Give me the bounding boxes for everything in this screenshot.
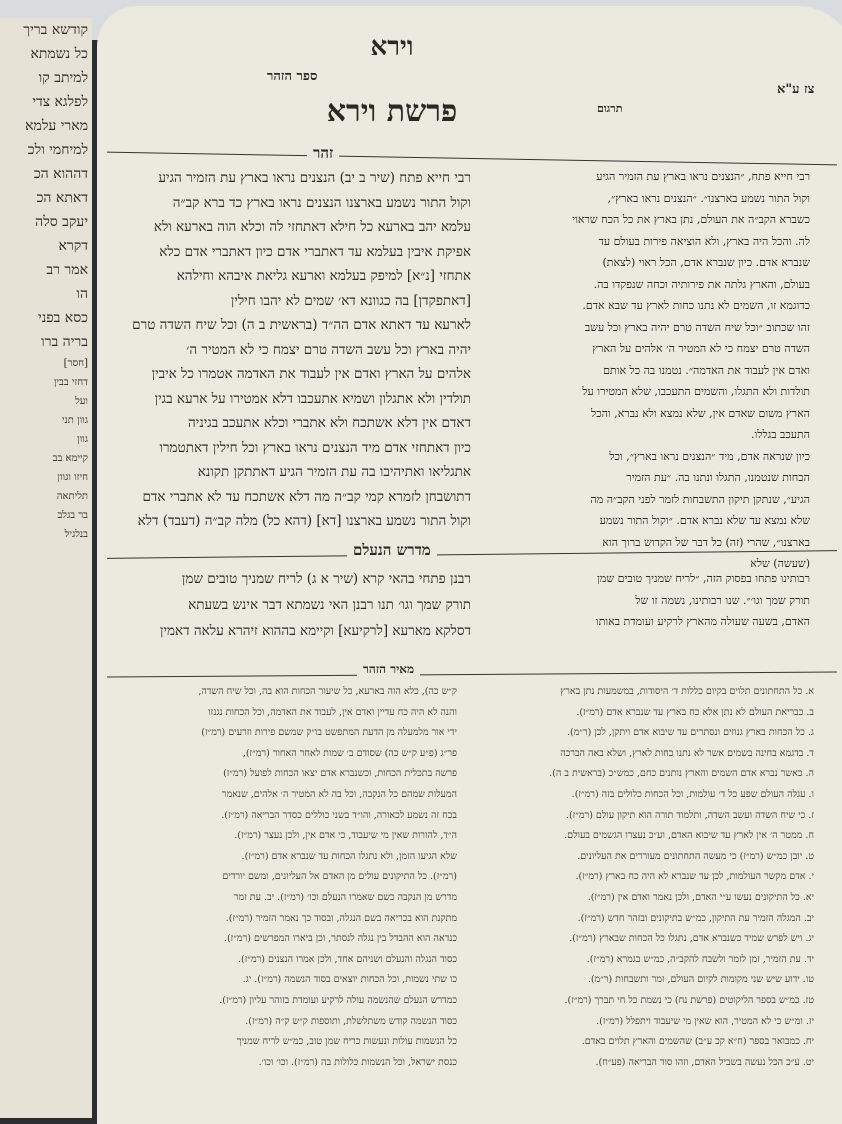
commentary-line: המעלות שמהם כל הנקבה, וכל בה לא המטיר ה׳ אלהים, שנאמר — [221, 788, 457, 800]
text-line: ועל — [75, 396, 88, 407]
text-line: רבי חייא פתח, ״הנצנים נראו בארץ עת הזמיר הגיע — [596, 170, 810, 183]
text-line: בריה ברו — [40, 334, 88, 350]
text-line: הגיע״, שנתקן תיקון התשבחות לזמר לפני הקב״ה מה — [590, 492, 810, 506]
text-line: דאדם אין דלא אשתכח ולא אתברי וכלא אתעכב בגיניה — [188, 415, 471, 431]
commentary-line: ב. כבריאת העולם לא נתן אלא כח בארץ עד שנברא אדם (רמ״ז). — [576, 706, 814, 718]
commentary-line: כסוד הנגלה והנעלם ושניהם אחד, ולכן אמרו הנצנים (רמ״ז). — [238, 953, 457, 965]
text-line: כל נשמתא — [30, 46, 88, 62]
section-midrash: מדרש הנעלם — [347, 541, 437, 560]
commentary-line: כסוד הנשמה קודש משתלשלת, ותוספות ק״ש ק״ה (רמ״ז). — [245, 1015, 457, 1027]
text-line: חיזו וגוון — [57, 472, 88, 483]
translation-column — [485, 166, 810, 575]
text-line: השדה טרם יצמח כי לא המטיר ה׳ אלהים על הארץ — [592, 342, 810, 355]
text-line: לארעא עד דאתא אדם הה״ד (בראשית ב ה) וכל שיח השדה טרם — [132, 317, 471, 333]
section-zohar: זהר — [307, 144, 339, 163]
text-line: ואדם אין לעבוד את האדמה״. נטמנו בה כל אותם — [603, 363, 810, 377]
midrash-text-column — [109, 566, 471, 644]
text-line: [חסר] — [63, 358, 88, 369]
divider — [107, 152, 837, 166]
commentary-line: בכח זה נשמע לכאורה, והו״ד בשני כוללים כסדר הבריאה (רמ״ז). — [221, 809, 457, 821]
commentary-line: כל הנשמות עולות ונעשות כריח שמן טוב, כמ״ש לריח שמניך — [236, 1036, 457, 1048]
text-line: דאתא הכ — [36, 190, 88, 206]
text-line: רבי חייא פתח (שיר ב יב) הנצנים נראו בארץ עת הזמיר הגיע — [158, 170, 471, 186]
text-line: לה. והכל היה בארץ, ולא הוציאה פירות בעולם עד — [598, 234, 810, 248]
text-line: גוון תני — [61, 415, 88, 426]
text-line: קיימא בב — [52, 453, 88, 464]
translation-label: תרגום — [597, 102, 623, 115]
facing-page — [0, 18, 92, 1118]
commentary-line: יד. עת הזמיר, זמן לזמר ולשבח להקב״ה, כמ״ש בגמרא (רמ״ז). — [586, 953, 814, 965]
commentary-line: יא. כל התיקונים נעשו ע״י האדם, ולכן נאמר ואדם אין (רמ״ז). — [587, 891, 814, 903]
commentary-line: יח. כמבואר בספר (ח״א קכ ע״ב) שהשמים והארץ תלוים באדם. — [581, 1036, 814, 1048]
section-commentary: מאיר הזהר — [357, 662, 420, 677]
text-line: דההוא הכ — [33, 166, 88, 182]
text-line: שלא נמצא עד שלא נברא אדם. ״וקול התור נשמע — [599, 514, 810, 527]
text-line: גוון — [77, 434, 88, 445]
text-line: בנלגיל — [64, 529, 88, 540]
commentary-line: כנדאה הוא ההבדל בין נגלה לנסתר, וכן ביארו המפרשים (רמ״ז). — [223, 933, 457, 945]
text-line: כסא בפני — [38, 310, 88, 326]
commentary-line: כנסת ישראל, וכל הנשמות כלולות בה (רמ״ז). וכו׳ וכו׳. — [258, 1056, 457, 1068]
commentary-line: יג. ויש לפרש שמיד כשנברא אדם, נתגלו כל הכחות שבארץ (רמ״ז). — [569, 933, 814, 945]
commentary-line: ז. כי שיח השדה ועשב השדה, ותלמוד תורה הוא תיקון עולם (רמ״ז). — [565, 809, 814, 821]
text-line: מארי עלמא — [25, 118, 88, 134]
text-line: אתחזי [נ״א] למיפק בעלמא וארעא גליאת איבהא וחילהא — [176, 268, 471, 284]
text-line: כשברא הקב״ה את העולם, נתן בארץ את כל הכח שראוי — [572, 213, 810, 226]
commentary-line: והנה לא היה כח עדיין ואדם אין, לעבוד את האדמה, וכל הכחות נגנזו — [208, 706, 457, 718]
commentary-line: ח. ממטר ה׳ אין לארץ עד שיבוא האדם, וע״כ נעצרו הגשמים בעולם. — [564, 830, 814, 842]
commentary-line: מדרש מן הנקבה כשם שאמרו הנעלם וכו׳ (רמ״ז). יב. עת זמר — [233, 891, 457, 903]
text-line: אפיקת איבין בעלמא עד דאתברי אדם כיון דאתברי אדם כלא — [159, 243, 471, 260]
commentary-line: פרשה בתכלית הכחות, וכשנברא אדם יצאו הכחות לפועל (רמ״ז) — [223, 768, 457, 780]
text-line: התעכב בגללו. — [751, 428, 810, 441]
text-line: יהיה בארץ וכל עשב השדה טרם יצמח כי לא המטיר ה׳ — [186, 341, 471, 358]
text-line: האדם, בשעה שעולה מהארץ לרקיע ועומדת באותו — [595, 615, 810, 628]
commentary-line: פר״ג (פ״ע ק״ש כה) שסודם ב׳ שמות לאחר האחור (רמ״ז), — [242, 747, 457, 759]
text-line: דתושבחן לזמרא קמי קב״ה מה דלא אשתכח עד לא אתברי אדם — [142, 488, 471, 505]
text-line: וקול התור נשמע בארצנו הנצנים נראו בארץ כד ברא קב״ה — [172, 194, 471, 211]
text-line: הארץ משום שאדם אין, שלא נמצא ולא נברא, והכל — [591, 406, 810, 420]
commentary-line: ידי אור מלמעלה מן הדעת המתפשט בו״ק שמשם פירות וזרעים (רמ״ז) — [201, 727, 457, 739]
commentary-line: מתקנת הוא בכריאה בשם הנגלה, ובסוד כך נאמר הזמיר (רמ״ז). — [225, 912, 457, 924]
text-line: למיחמי ולכ — [27, 142, 88, 158]
commentary-line: כמדרש הנעלם שהנשמה עולה לרקיע ועומדת בזוהר עליון (רמ״ז). — [219, 994, 457, 1006]
commentary-line: כו שתי נשמות, וכל הכחות יוצאים בסוד הנשמה (רמ״ז). יג. — [242, 974, 457, 986]
text-line: (שעשה) שלא — [750, 557, 810, 570]
divider — [107, 671, 837, 677]
commentary-line: שלא הגיעו הזמן, ולא נתגלו הכחות עד שנברא אדם (רמ״ז). — [241, 850, 457, 862]
text-line: קודשא בריך — [23, 22, 88, 38]
text-line: אלהים על הארץ ואדם אין לעבוד את האדמה אטמרו כל איבין — [151, 366, 471, 382]
text-line: תורק שמך וגו׳״. שנו רבותינו, נשמה זו של — [635, 593, 810, 607]
text-line: כיון שנראה אדם, מיד ״הנצנים נראו בארץ״, וכל — [609, 449, 810, 463]
text-line: כדוגמא זו, השמים לא נתנו כחות לארץ עד שבא אדם. — [582, 299, 810, 312]
commentary-line: א. כל התחתונים תלוים בקיום כללות ד׳ היסודות, במשמעות נתן בארץ — [560, 686, 814, 697]
midrash-translation-column — [485, 568, 810, 633]
commentary-line: טז. כמ״ש בספר הליקוטים (פרשת נח) כי נשמת כל חי תברך (רמ״ז). — [564, 994, 814, 1006]
parasha-title: פרשת וירא — [326, 94, 458, 129]
text-line: וקול התור נשמע בארצנו [דא] (דהא כל) מלה קב״ה (דעבד) דלא — [137, 513, 471, 529]
text-line: כיון דאתחזי אדם מיד הנצנים נראו בארץ וכל חילין דאתטמרו — [159, 439, 471, 456]
commentary-line: ה״ד, להורות שאין מי שיעבוד, כי אדם אין, ולכן נעצר (רמ״ז). — [234, 830, 457, 842]
text-line: הכחות שנטמנו, התגלו ונתנו בה. ״עת הזמיר — [626, 471, 810, 484]
commentary-line: טו. ידוע שיש שני מקומות לקיום העולם, זמר ותשבחות (ר״מ). — [587, 974, 814, 986]
commentary-line: ט. יובן כמ״ש (רמ״ז) כי מעשה התחתונים מעוררים את העליונים. — [577, 850, 814, 862]
text-line: תורק שמך וגו׳ תנו רבנן האי נשמתא דבר אינש בשעתא — [188, 597, 471, 613]
folio-number: צז ע"א — [777, 82, 815, 97]
text-line: אתגליאו ואתיהיבו בה עת הזמיר הגיע דאתתקן תקונא — [197, 464, 471, 480]
text-line: זהו שכתוב ״וכל שיח השדה טרם יהיה בארץ וכל עשב — [584, 320, 810, 334]
text-line: דחזי בבין — [53, 377, 88, 388]
text-line: עלמא יהב בארעא כל חילא דאתחזי לה וכלא הוה בארעא ולא — [153, 219, 471, 235]
commentary-line: יב. המגלה הזמיר עת התיקון, כמ״ש בתיקונים ובזהר חדש (רמ״ז). — [577, 912, 814, 924]
text-line: יעקב סלה — [35, 214, 88, 230]
text-line: למיתב קו — [38, 70, 88, 86]
text-line: תולדות ולא התגלו, והשמים התעכבו, שלא המטירו על — [582, 385, 810, 398]
text-line: הו — [76, 286, 88, 302]
text-line: דקרא — [58, 238, 88, 254]
text-line: בר בגלב — [57, 510, 88, 521]
commentary-line: (רמ״ז). כל התיקונים עולים מן האדם אל העליונים, ומשם יורדים — [222, 871, 457, 883]
text-line: רבותינו פתחו בפסוק הזה, ״לריח שמניך טובים שמן — [597, 572, 810, 585]
commentary-left-column — [107, 682, 457, 1073]
book-name: ספר הזהר — [267, 69, 318, 84]
text-line: רבנן פתחי בהאי קרא (שיר א ג) לריח שמניך טובים שמן — [181, 571, 471, 587]
page-header-title: וירא — [370, 32, 414, 62]
commentary-line: ד. בדגמא בחינה בשמים אשר לא נתנו כחות לארץ, ושלא באה הברכה — [560, 747, 814, 759]
text-line: [דאתפקדן] בה כגוונא דא׳ שמים לא יהבו חילין — [230, 292, 471, 309]
text-line: לפלגא צדי — [32, 94, 88, 110]
commentary-line: ה. כאשר נברא אדם השמים והארץ נותנים כחם, כמש״כ (בראשית ב ה). — [549, 768, 814, 780]
commentary-line: ק״ש כה), כלא הוה בארעא, כל שיעור הכחות הוא בה, וכל שיח השדה, — [198, 686, 457, 697]
text-line: תליתאה — [56, 491, 88, 502]
commentary-right-column — [469, 682, 814, 1073]
book-page — [97, 6, 842, 1124]
commentary-line: יז. ומ״ש כי לא המטיר, הוא שאין מי שיעבוד ויתפלל (רמ״ז). — [596, 1015, 814, 1027]
text-line: בעולם, והארץ גלתה את פירותיה וכחה שנפקדו בה. — [593, 277, 810, 291]
text-line: דסלקא מארעא [לרקיעא] וקיימא בההוא זיהרא עלאה דאמין — [160, 623, 471, 639]
text-line: תולדין ולא אתגלון ושמיא אתעכבו דלא אמטירו על ארעא בגין — [154, 390, 471, 407]
commentary-line: י. אדם מקשר העולמות, לכן עד שנברא לא היה כח בארץ (רמ״ז). — [575, 871, 814, 883]
zohar-text-column — [109, 166, 471, 534]
text-line: בארצנו״, שהרי (זה) כל דבר של הקדוש ברוך הוא — [602, 535, 810, 549]
commentary-line: ג. כל הכחות בארץ גנוזים ונסתרים עד שיבוא אדם ויתקן, לכן (ר״מ). — [567, 727, 814, 739]
commentary-line: ו. עגלה העולם שפע כל ד׳ עולמות, וכל הכחות כלולים בזה (רמ״ז). — [571, 788, 814, 800]
text-line: וקול התור נשמע בארצנו״. ״הנצנים נראו בארץ״, — [607, 191, 810, 205]
text-line: אמר רב — [46, 262, 88, 278]
text-line: שנברא אדם. כיון שנברא אדם, הכל ראוי (לצאת) — [602, 256, 810, 269]
commentary-line: יט. ע״כ הכל נעשה בשביל האדם, וזהו סוד הבריאה (פע״ח). — [595, 1056, 814, 1068]
